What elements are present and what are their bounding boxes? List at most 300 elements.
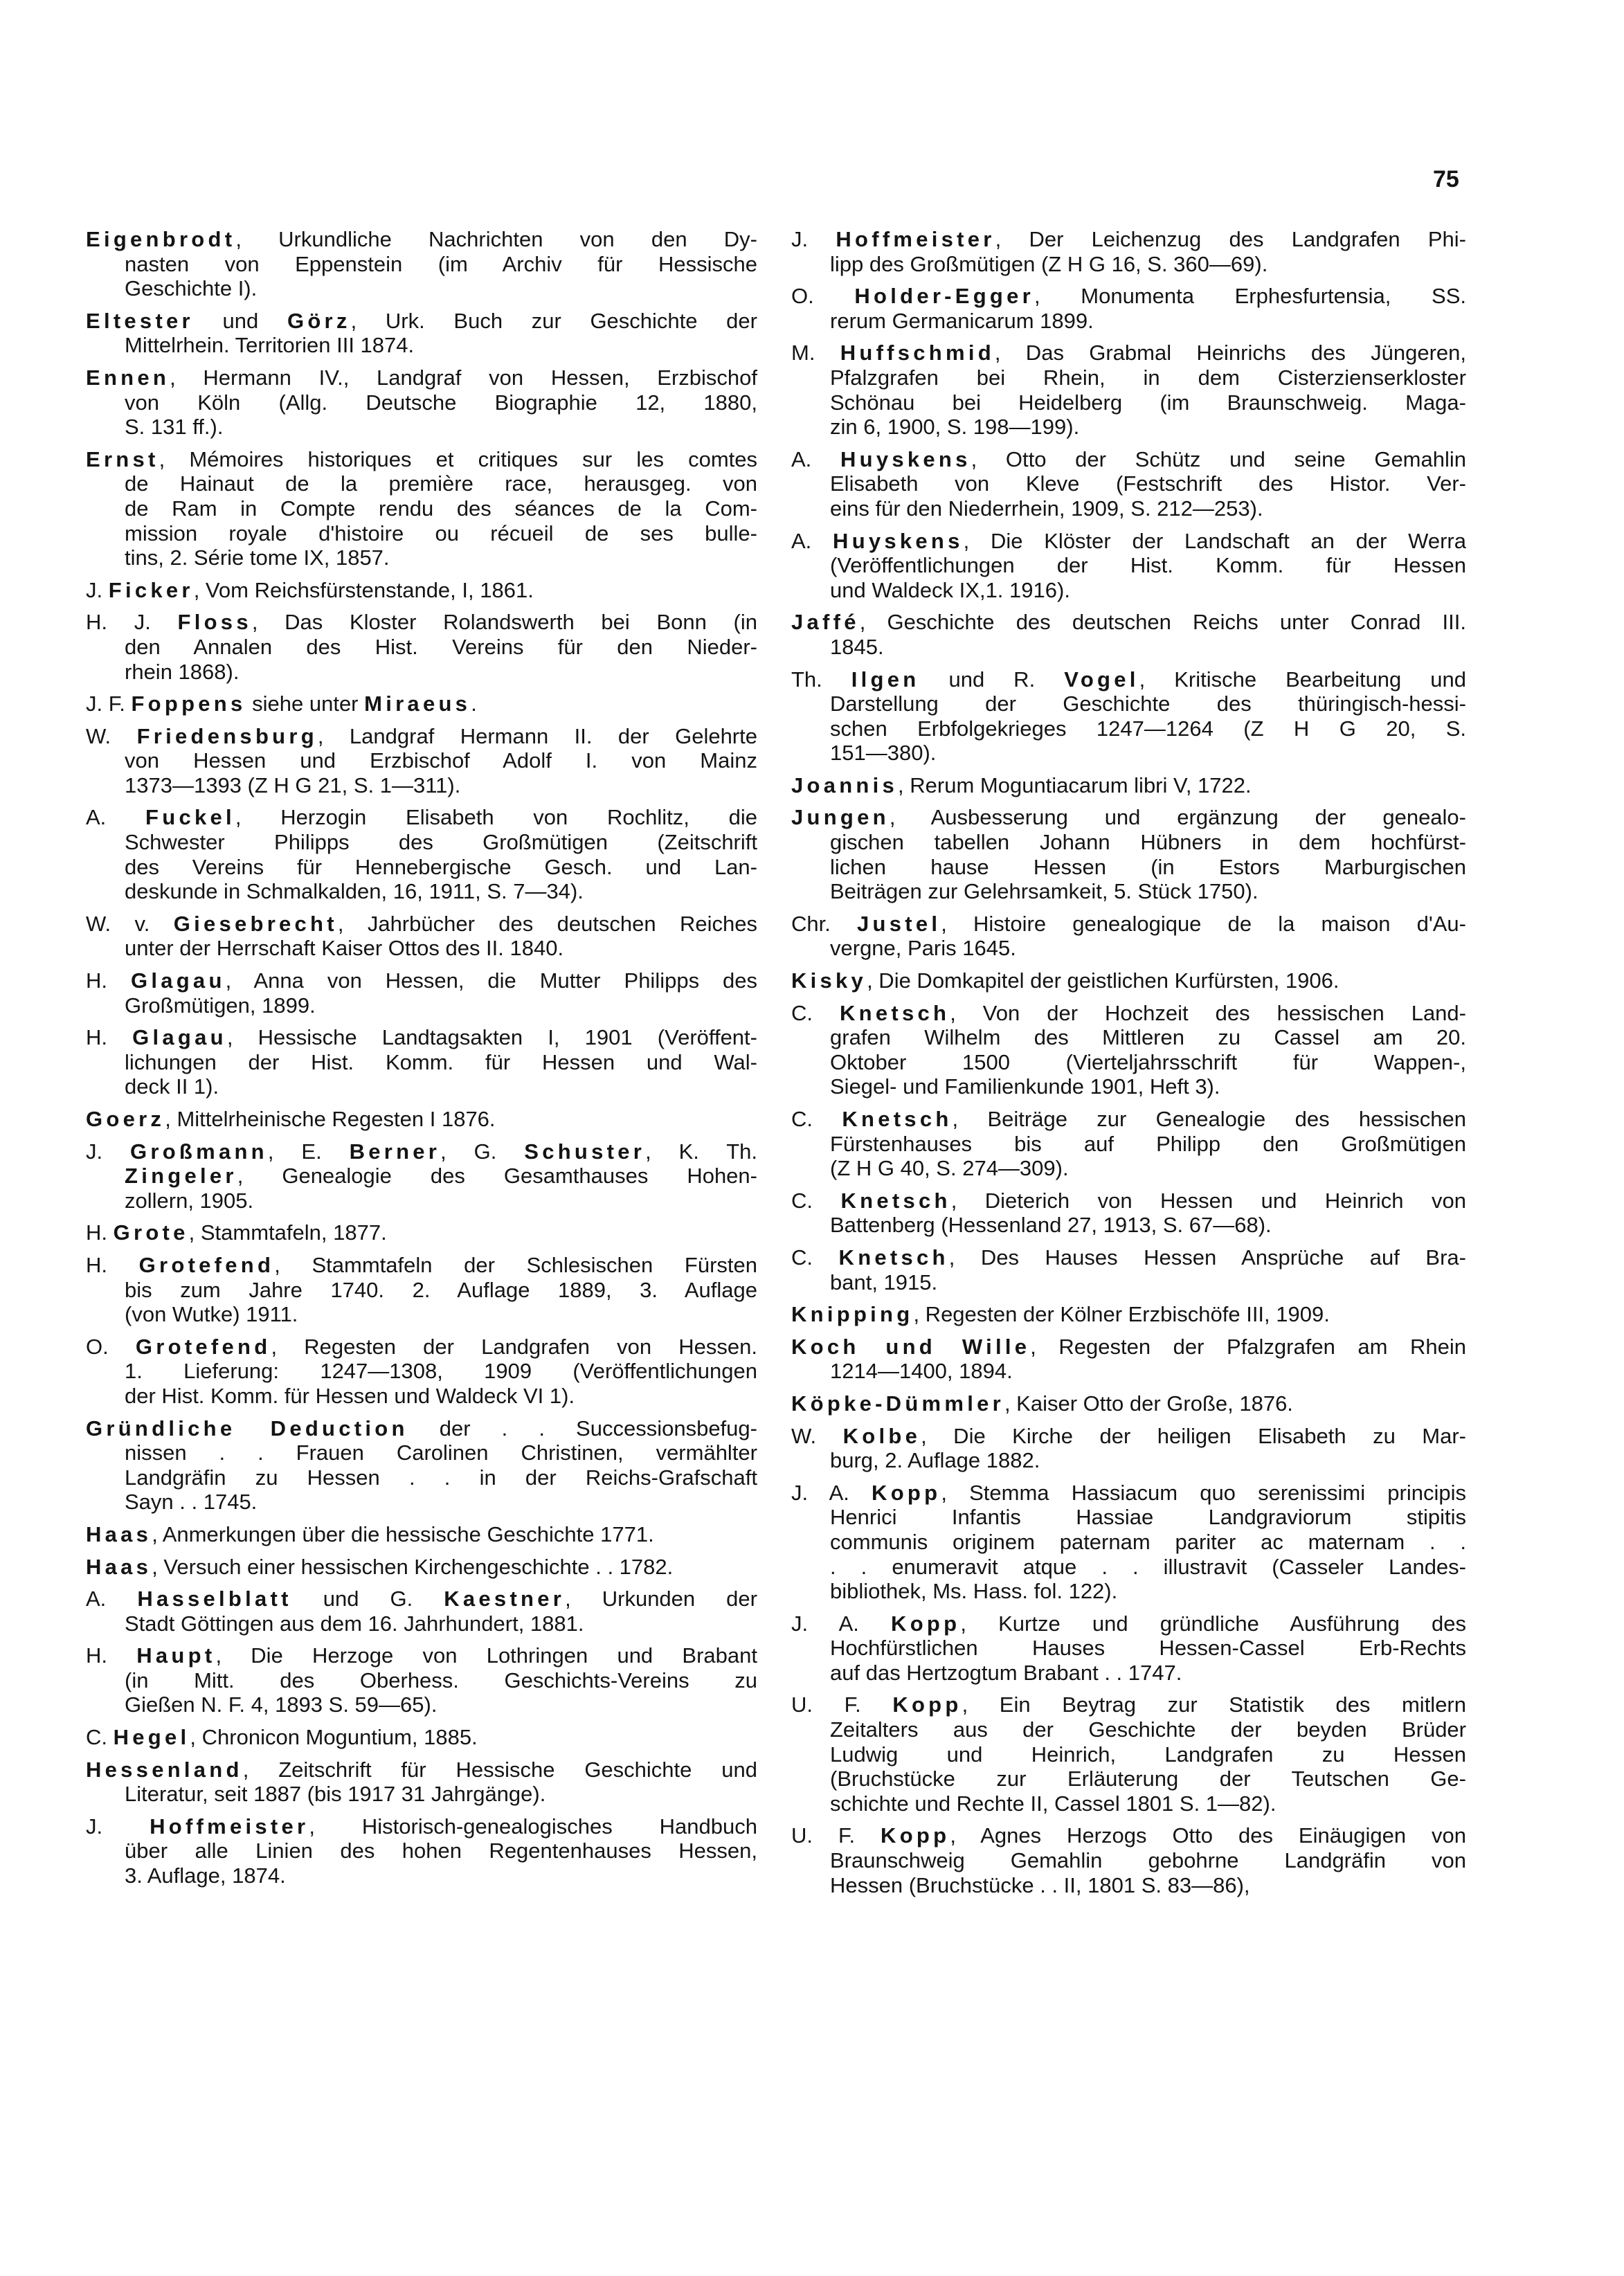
entry-text: von Köln (Allg. Deutsche Biographie 12, 1880,: [125, 390, 757, 415]
entry-text: Landgräfin zu Hessen . . in der Reichs-Grafschaft: [125, 1465, 757, 1490]
entry-text: , Herzogin Elisabeth von Rochlitz, die: [235, 805, 758, 830]
entry-continuation-line: [125, 545, 757, 570]
author-name: Köpke-Dümmler: [791, 1391, 1004, 1416]
bibliography-entry: [86, 1758, 757, 1807]
entry-text: nissen . . Frauen Carolinen Christinen, vermählter: [125, 1440, 757, 1465]
entry-continuation-line: [830, 390, 1466, 415]
author-name: Jaffé: [791, 610, 860, 635]
author-name: Kopp: [891, 1611, 961, 1636]
entry-continuation-line: [830, 1717, 1466, 1742]
entry-continuation-line: [830, 1156, 1466, 1181]
bibliography-entry: [791, 1245, 1466, 1294]
entry-text: rhein 1868).: [125, 659, 240, 684]
bibliography-entry: [791, 529, 1466, 603]
entry-text: Fürstenhauses bis auf Philipp den Großmütigen: [830, 1131, 1466, 1156]
entry-text: , Jahrbücher des deutschen Reiches: [337, 911, 757, 936]
author-name: Ennen: [86, 365, 170, 390]
entry-text: de Ram in Compte rendu des séances de la Com-: [125, 496, 757, 521]
author-name: Koch und Wille: [791, 1334, 1031, 1359]
entry-text: , Regesten der Kölner Erzbischöfe III, 1909.: [913, 1302, 1330, 1327]
entry-text: zollern, 1905.: [125, 1188, 254, 1213]
author-name: Giesebrecht: [173, 911, 338, 936]
entry-continuation-line: [830, 1074, 1466, 1099]
author-name: Haas: [86, 1554, 152, 1579]
entry-first-line: [791, 1391, 1466, 1416]
author-name: Kopp: [872, 1480, 941, 1505]
author-name: Knetsch: [840, 1000, 950, 1025]
entry-text: , Ein Beytrag zur Statistik des mitlern: [962, 1692, 1466, 1717]
entry-text: tins, 2. Série tome IX, 1857.: [125, 545, 390, 570]
entry-continuation-line: [830, 1873, 1466, 1898]
entry-text: 151—380).: [830, 741, 937, 766]
entry-text: , Agnes Herzogs Otto des Einäugigen von: [950, 1823, 1467, 1848]
entry-text: Schwester Philipps des Großmütigen (Zeitschrift: [125, 830, 757, 855]
entry-first-line: [791, 1001, 1466, 1026]
author-name: Glagau: [132, 1025, 227, 1050]
entry-text: Th.: [791, 667, 851, 692]
bibliography-entry: [791, 912, 1466, 961]
entry-text: der Hist. Komm. für Hessen und Waldeck VI 1).: [125, 1383, 575, 1408]
entry-text: , K. Th.: [645, 1139, 757, 1164]
entry-first-line: [86, 1758, 757, 1782]
entry-continuation-line: [125, 1189, 757, 1213]
bibliography-entry: [791, 227, 1466, 276]
entry-text: C.: [791, 1107, 842, 1131]
bibliography-entry: [791, 805, 1466, 903]
entry-text: , Kurtze und gründliche Ausführung des: [960, 1611, 1466, 1636]
author-name: Grotefend: [138, 1252, 275, 1277]
entry-text: H.: [86, 1252, 139, 1277]
entry-text: der . . Successionsbefug-: [408, 1416, 757, 1440]
bibliography-entry: [86, 365, 757, 440]
entry-continuation-line: [830, 936, 1466, 961]
entry-text: Braunschweig Gemahlin gebohrne Landgräfin von: [830, 1848, 1466, 1873]
entry-text: C.: [791, 1245, 839, 1270]
bibliography-entry: [86, 1107, 757, 1132]
entry-continuation-line: [125, 855, 757, 880]
entry-text: J. A.: [791, 1611, 892, 1636]
author-name: Glagau: [130, 968, 226, 993]
entry-first-line: [86, 1025, 757, 1050]
entry-continuation-line: [125, 1302, 757, 1327]
entry-continuation-line: [830, 1025, 1466, 1050]
entry-first-line: [86, 912, 757, 937]
entry-text: Stadt Göttingen aus dem 16. Jahrhundert, 1881.: [125, 1611, 584, 1636]
author-name: Eltester: [86, 308, 194, 333]
entry-text: mission royale d'histoire ou récueil de ses bulle-: [125, 521, 757, 545]
bibliography-entry: [86, 1587, 757, 1636]
author-name: Friedensburg: [136, 723, 318, 748]
entry-continuation-line: [830, 1555, 1466, 1580]
bibliography-entry: [86, 692, 757, 716]
entry-text: grafen Wilhelm des Mittleren zu Cassel am 20.: [830, 1025, 1466, 1050]
entry-text: , Zeitschrift für Hessische Geschichte und: [242, 1757, 757, 1782]
entry-first-line: [791, 1424, 1466, 1449]
entry-text: Chr.: [791, 911, 858, 936]
entry-text: H.: [86, 1643, 137, 1668]
entry-text: Darstellung der Geschichte des thüringisch-hessi-: [830, 692, 1466, 716]
entry-text: 1845.: [830, 634, 884, 659]
author-name: Joannis: [791, 773, 899, 797]
bibliography-column-left: [86, 227, 757, 1896]
bibliography-entry: [86, 1220, 757, 1245]
entry-text: U. F.: [791, 1823, 881, 1848]
author-name: Holder-Egger: [854, 284, 1034, 309]
entry-text: über alle Linien des hohen Regentenhauses Hessen,: [125, 1839, 757, 1863]
author-name: Schuster: [524, 1139, 646, 1164]
entry-text: J. F.: [86, 692, 132, 716]
entry-continuation-line: [125, 1278, 757, 1303]
entry-first-line: [791, 667, 1466, 692]
author-name: Goerz: [86, 1107, 165, 1131]
bibliography-entry: [86, 724, 757, 798]
entry-text: J.: [86, 1139, 130, 1164]
bibliography-entry: [86, 912, 757, 961]
bibliography-entry: [86, 1253, 757, 1327]
entry-first-line: [791, 1481, 1466, 1506]
bibliography-entry: [791, 1481, 1466, 1604]
entry-text: , Hessische Landtagsakten I, 1901 (Veröffent-: [226, 1025, 757, 1050]
bibliography-entry: [791, 773, 1466, 798]
entry-first-line: [86, 805, 757, 830]
entry-text: , Die Domkapitel der geistlichen Kurfürsten, 1906.: [867, 968, 1339, 993]
entry-text: H.: [86, 1220, 114, 1245]
entry-continuation-line: [125, 471, 757, 496]
entry-text: W.: [86, 723, 137, 748]
entry-continuation-line: [830, 415, 1466, 440]
entry-first-line: [86, 724, 757, 749]
entry-continuation-line: [830, 309, 1466, 334]
entry-text: gischen tabellen Johann Hübners in dem hochfürst-: [830, 830, 1466, 855]
entry-text: , Die Klöster der Landschaft an der Werra: [963, 528, 1466, 553]
entry-text: , Mittelrheinische Regesten I 1876.: [165, 1107, 496, 1131]
bibliography-entry: [86, 309, 757, 358]
author-name: Kopp: [892, 1692, 962, 1717]
entry-continuation-line: [125, 1668, 757, 1693]
entry-continuation-line: [830, 1661, 1466, 1686]
entry-continuation-line: [830, 496, 1466, 521]
entry-text: , Der Leichenzug des Landgrafen Phi-: [995, 227, 1466, 251]
author-name: Foppens: [131, 692, 246, 716]
bibliography-entry: [86, 1555, 757, 1580]
entry-text: Henrici Infantis Hassiae Landgraviorum stipitis: [830, 1505, 1466, 1530]
entry-text: H. J.: [86, 610, 178, 635]
author-name: Huffschmid: [840, 341, 995, 365]
author-name: Vogel: [1064, 667, 1139, 692]
bibliography-entry: [86, 447, 757, 570]
entry-text: eins für den Niederrhein, 1909, S. 212—253).: [830, 496, 1263, 521]
bibliography-entry: [86, 968, 757, 1018]
author-name: Berner: [349, 1139, 441, 1164]
entry-continuation-line: [830, 1050, 1466, 1075]
author-name: Kolbe: [842, 1423, 921, 1448]
entry-first-line: [86, 1139, 757, 1164]
entry-first-line: [86, 227, 757, 252]
bibliography-entry: [791, 447, 1466, 521]
entry-text: , Dieterich von Hessen und Heinrich von: [950, 1188, 1466, 1213]
entry-continuation-line: [830, 692, 1466, 716]
entry-text: (Z H G 40, S. 274—309).: [830, 1156, 1069, 1181]
bibliography-entry: [86, 1416, 757, 1515]
entry-continuation-line: [125, 1863, 757, 1888]
entry-text: , Geschichte des deutschen Reichs unter Conrad III.: [859, 610, 1466, 635]
author-name: Görz: [287, 308, 351, 333]
author-name: Gründliche Deduction: [86, 1416, 408, 1440]
entry-continuation-line: [830, 741, 1466, 766]
entry-first-line: [791, 1692, 1466, 1717]
entry-text: Mittelrhein. Territorien III 1874.: [125, 333, 415, 358]
bibliography-entry: [791, 667, 1466, 766]
entry-text: , Anmerkungen über die hessische Geschichte 1771.: [152, 1521, 654, 1546]
entry-text: , Kaiser Otto der Große, 1876.: [1004, 1391, 1293, 1416]
entry-text: lipp des Großmütigen (Z H G 16, S. 360—69).: [830, 251, 1268, 276]
entry-text: Großmütigen, 1899.: [125, 993, 316, 1018]
author-name: Huyskens: [833, 528, 964, 553]
entry-text: Beiträgen zur Gelehrsamkeit, 5. Stück 1750).: [830, 879, 1258, 904]
bibliography-entry: [86, 1335, 757, 1409]
entry-text: deskunde in Schmalkalden, 16, 1911, S. 7—34).: [125, 879, 584, 904]
entry-text: Pfalzgrafen bei Rhein, in dem Cisterzienserkloster: [830, 365, 1466, 390]
entry-text: (Veröffentlichungen der Hist. Komm. für Hessen: [830, 553, 1466, 578]
entry-text: und G.: [291, 1587, 444, 1611]
entry-first-line: [791, 968, 1466, 993]
entry-first-line: [86, 1555, 757, 1580]
bibliography-entry: [86, 805, 757, 903]
entry-continuation-line: [125, 879, 757, 904]
entry-continuation-line: [125, 496, 757, 521]
entry-text: A.: [86, 805, 146, 830]
entry-first-line: [86, 692, 757, 716]
entry-continuation-line: [125, 830, 757, 855]
entry-continuation-line: [830, 716, 1466, 741]
bibliography-entry: [791, 610, 1466, 659]
entry-text: , Ausbesserung und ergänzung der genealo-: [889, 805, 1466, 830]
entry-continuation-line: [125, 1465, 757, 1490]
author-name: Großmann: [130, 1139, 268, 1164]
bibliography-entry: [86, 227, 757, 301]
entry-continuation-line: [125, 1692, 757, 1717]
entry-text: O.: [86, 1334, 136, 1359]
bibliography-entry: [791, 1611, 1466, 1686]
entry-text: Hochfürstlichen Hauses Hessen-Cassel Erb-Rechts: [830, 1636, 1466, 1661]
entry-text: J.: [86, 577, 109, 602]
entry-first-line: [86, 968, 757, 993]
entry-text: bis zum Jahre 1740. 2. Auflage 1889, 3. Auflage: [125, 1277, 757, 1302]
entry-first-line: [86, 1814, 757, 1839]
entry-text: lichen hause Hessen (in Estors Marburgischen: [830, 854, 1466, 879]
entry-continuation-line: [830, 1791, 1466, 1816]
entry-continuation-line: [125, 1164, 757, 1189]
entry-continuation-line: [125, 936, 757, 961]
bibliography-entry: [86, 1139, 757, 1213]
entry-text: , Das Grabmal Heinrichs des Jüngeren,: [994, 341, 1466, 365]
entry-continuation-line: [830, 471, 1466, 496]
entry-first-line: [791, 1611, 1466, 1636]
entry-continuation-line: [830, 1742, 1466, 1767]
bibliography-entry: [86, 578, 757, 603]
entry-text: Gießen N. F. 4, 1893 S. 59—65).: [125, 1692, 437, 1717]
entry-text: nasten von Eppenstein (im Archiv für Hessische: [125, 251, 757, 276]
author-name: Haupt: [136, 1643, 216, 1668]
entry-first-line: [791, 447, 1466, 472]
author-name: Kopp: [881, 1823, 950, 1848]
entry-text: auf das Hertzogtum Brabant . . 1747.: [830, 1660, 1182, 1685]
entry-continuation-line: [830, 1767, 1466, 1791]
bibliography-entry: [791, 1335, 1466, 1384]
entry-first-line: [791, 284, 1466, 309]
entry-text: , Die Kirche der heiligen Elisabeth zu Mar-: [921, 1423, 1467, 1448]
bibliography-entry: [791, 1107, 1466, 1181]
author-name: Knetsch: [838, 1245, 949, 1270]
entry-text: 1. Lieferung: 1247—1308, 1909 (Veröffentlichungen: [125, 1359, 757, 1384]
author-name: Kisky: [791, 968, 867, 993]
entry-text: , Stammtafeln der Schlesischen Fürsten: [274, 1252, 757, 1277]
entry-first-line: [86, 309, 757, 334]
entry-text: 3. Auflage, 1874.: [125, 1863, 286, 1888]
entry-text: A.: [791, 528, 833, 553]
entry-continuation-line: [125, 1359, 757, 1384]
author-name: Hoffmeister: [836, 227, 995, 251]
entry-text: , Stemma Hassiacum quo serenissimi principis: [941, 1480, 1467, 1505]
author-name: Ficker: [108, 577, 194, 602]
bibliography-entry: [791, 1391, 1466, 1416]
entry-text: , Stammtafeln, 1877.: [188, 1220, 387, 1245]
author-name: Knetsch: [840, 1188, 951, 1213]
bibliography-entry: [791, 1001, 1466, 1099]
bibliography-entry: [86, 1025, 757, 1099]
author-name: Justel: [857, 911, 941, 936]
entry-text: , Chronicon Moguntium, 1885.: [190, 1725, 478, 1750]
bibliography-entry: [86, 1725, 757, 1750]
entry-text: , Historisch-genealogisches Handbuch: [309, 1814, 758, 1839]
entry-continuation-line: [830, 1213, 1466, 1238]
entry-text: H.: [86, 968, 131, 993]
entry-text: , Regesten der Landgrafen von Hessen.: [271, 1334, 757, 1359]
bibliography-entry: [791, 1189, 1466, 1238]
entry-text: den Annalen des Hist. Vereins für den Nieder-: [125, 634, 757, 659]
entry-text: , Die Herzoge von Lothringen und Brabant: [215, 1643, 757, 1668]
entry-first-line: [86, 1416, 757, 1441]
entry-text: S. 131 ff.).: [125, 415, 224, 440]
entry-text: deck II 1).: [125, 1074, 219, 1099]
entry-first-line: [791, 1335, 1466, 1360]
entry-text: , Beiträge zur Genealogie des hessischen: [952, 1107, 1466, 1131]
entry-text: J.: [791, 227, 836, 251]
entry-first-line: [86, 1253, 757, 1278]
entry-text: , Anna von Hessen, die Mutter Philipps des: [225, 968, 757, 993]
bibliography-entry: [86, 1643, 757, 1717]
entry-first-line: [791, 1245, 1466, 1270]
author-name: Hasselblatt: [137, 1587, 292, 1611]
entry-text: , G.: [440, 1139, 525, 1164]
author-name: Ilgen: [851, 667, 920, 692]
entry-text: rerum Germanicarum 1899.: [830, 308, 1094, 333]
author-name: Huyskens: [840, 446, 971, 471]
entry-text: zin 6, 1900, S. 198—199).: [830, 415, 1080, 440]
entry-text: , Urkundliche Nachrichten von den Dy-: [235, 227, 757, 251]
entry-text: communis originem paternam pariter ac maternam . .: [830, 1529, 1466, 1554]
entry-text: , Monumenta Erphesfurtensia, SS.: [1034, 284, 1466, 309]
entry-text: . . enumeravit atque . . illustravit (Casseler Landes-: [830, 1554, 1466, 1579]
entry-continuation-line: [830, 1636, 1466, 1661]
entry-continuation-line: [125, 1611, 757, 1636]
entry-text: , Des Hauses Hessen Ansprüche auf Bra-: [948, 1245, 1466, 1270]
entry-text: , Versuch einer hessischen Kirchengeschichte . . 1782.: [152, 1554, 674, 1579]
entry-continuation-line: [125, 1440, 757, 1465]
bibliography-column-right: [791, 227, 1466, 1905]
entry-text: Ludwig und Heinrich, Landgrafen zu Hessen: [830, 1742, 1466, 1767]
entry-first-line: [791, 912, 1466, 937]
bibliography-entry: [791, 1692, 1466, 1816]
entry-continuation-line: [125, 635, 757, 660]
entry-text: W.: [791, 1423, 843, 1448]
entry-first-line: [791, 610, 1466, 635]
entry-text: , Genealogie des Gesamthauses Hohen-: [237, 1164, 757, 1189]
entry-continuation-line: [125, 390, 757, 415]
entry-first-line: [86, 1522, 757, 1547]
entry-continuation-line: [830, 252, 1466, 277]
entry-text: (in Mitt. des Oberhess. Geschichts-Vereins zu: [125, 1668, 757, 1692]
author-name: Hegel: [113, 1725, 190, 1750]
entry-text: und Waldeck IX,1. 1916).: [830, 577, 1070, 602]
entry-text: A.: [86, 1587, 138, 1611]
entry-first-line: [791, 1189, 1466, 1213]
entry-continuation-line: [125, 1384, 757, 1409]
entry-continuation-line: [125, 1074, 757, 1099]
entry-first-line: [86, 610, 757, 635]
entry-first-line: [791, 773, 1466, 798]
entry-text: siehe unter: [246, 692, 365, 716]
entry-text: J. A.: [791, 1480, 872, 1505]
entry-text: , Das Kloster Rolandswerth bei Bonn (in: [251, 610, 757, 635]
entry-continuation-line: [125, 660, 757, 685]
entry-text: , Urk. Buch zur Geschichte der: [350, 308, 757, 333]
entry-text: .: [471, 692, 477, 716]
author-name: Grote: [113, 1220, 189, 1245]
author-name: Knipping: [791, 1302, 914, 1327]
entry-text: de Hainaut de la première race, herausgeg. von: [125, 471, 757, 496]
entry-text: , Hermann IV., Landgraf von Hessen, Erzbischof: [170, 365, 757, 390]
entry-text: , Urkunden der: [565, 1587, 757, 1611]
entry-text: , Otto der Schütz und seine Gemahlin: [971, 446, 1467, 471]
entry-continuation-line: [830, 365, 1466, 390]
author-name: Miraeus: [364, 692, 471, 716]
author-name: Grotefend: [135, 1334, 271, 1359]
entry-text: schichte und Rechte II, Cassel 1801 S. 1—82).: [830, 1791, 1276, 1816]
entry-text: und: [193, 308, 287, 333]
bibliography-entry: [791, 1823, 1466, 1897]
entry-text: Elisabeth von Kleve (Festschrift des Histor. Ver-: [830, 471, 1466, 496]
entry-text: J.: [86, 1814, 150, 1839]
entry-first-line: [86, 1220, 757, 1245]
entry-text: Siegel- und Familienkunde 1901, Heft 3).: [830, 1074, 1220, 1099]
entry-text: Zeitalters aus der Geschichte der beyden Brüder: [830, 1717, 1466, 1742]
entry-continuation-line: [125, 415, 757, 440]
bibliography-entry: [791, 1302, 1466, 1327]
entry-text: lichungen der Hist. Komm. für Hessen und Wal-: [125, 1049, 757, 1074]
entry-first-line: [86, 1587, 757, 1611]
entry-continuation-line: [830, 1132, 1466, 1157]
entry-text: , Histoire genealogique de la maison d'Au-: [941, 911, 1466, 936]
entry-continuation-line: [830, 553, 1466, 578]
entry-text: unter der Herrschaft Kaiser Ottos des II. 1840.: [125, 936, 564, 961]
entry-text: Hessen (Bruchstücke . . II, 1801 S. 83—86),: [830, 1872, 1250, 1897]
bibliography-entry: [86, 1522, 757, 1547]
entry-first-line: [86, 1335, 757, 1360]
entry-text: W. v.: [86, 911, 174, 936]
author-name: Eigenbrodt: [86, 227, 236, 251]
entry-text: C.: [791, 1188, 841, 1213]
